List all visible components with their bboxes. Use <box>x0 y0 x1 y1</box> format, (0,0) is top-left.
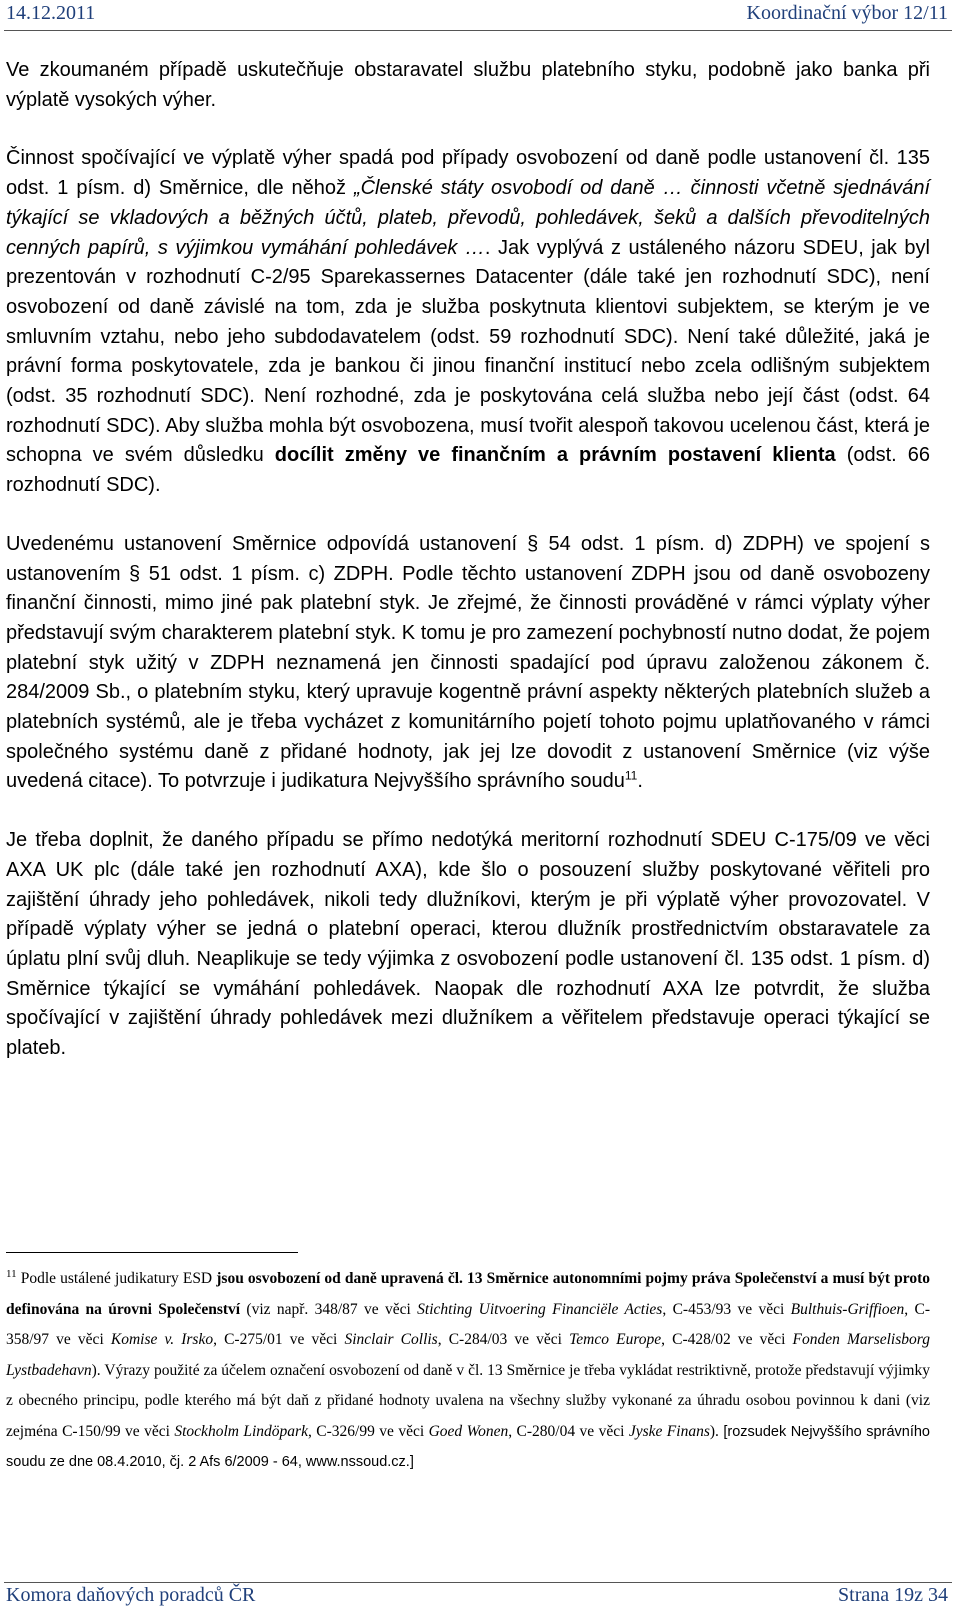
footnote-text: , C-284/03 ve věci <box>437 1331 570 1348</box>
footnote-marker[interactable]: 11 <box>624 768 638 783</box>
page-header <box>6 2 948 25</box>
case-name: Goed Wonen <box>428 1422 509 1440</box>
footnote-text: ). <box>709 1422 724 1440</box>
court-reference: [rozsudek Nejvyššího správního soudu ze dne 08.4.2010, čj. 2 Afs 6/2009 - 64, www.nssoud.cz.] <box>6 1423 930 1470</box>
paragraph-2-body: . Jak vyplývá z ustáleného názoru SDEU, jak byl prezentován v rozhodnutí C-2/95 Sparekassernes Datacenter (dále také jen rozhodnutí SDC), není osvobození od daně závislé na tom, zda je služba poskytnuta klientovi subjektem, se kterým je ve smluvním vztahu, nebo jeho subdodavatelem (odst. 59 rozhodnutí SDC). Není také důležité, jaká je právní forma poskytovatele, zda je bankou či jinou finanční institucí nebo zcela odlišným subjektem (odst. 35 rozhodnutí SDC). Není rozhodné, zda je poskytována celá služba nebo její část (odst. 64 rozhodnutí SDC). Aby služba mohla být osvobozena, musí tvořit alespoň takovou ucelenou část, která je schopna ve svém důsledku <box>6 236 930 467</box>
paragraph-1: Ve zkoumaném případě uskutečňuje obstaravatel službu platebního styku, podobně jako banka při výplatě vysokých výher. <box>6 59 930 111</box>
footnote-text: , C-280/04 ve věci <box>508 1422 629 1440</box>
case-name: Stichting Uitvoering Financiële Acties <box>417 1300 663 1318</box>
paragraph-3-body: Uvedenému ustanovení Směrnice odpovídá ustanovení § 54 odst. 1 písm. d) ZDPH) ve spojení s ustanovením § 51 odst. 1 písm. c) ZDPH. Podle těchto ustanovení ZDPH jsou od daně osvobozeny finanční činnosti, mimo jiné pak platební styk. Je zřejmé, že činnosti prováděné v rámci výplaty výher představují svým charakterem platební styk. K tomu je pro zamezení pochybností nutno dodat, že pojem platební styk užitý v ZDPH neznamená jen činnosti spadající pod úpravu založenou zákonem č. 284/2009 Sb., o platebním styku, který upravuje kogentně právní aspekty některých platebních služeb a platebních systémů, ale je třeba vycházet z komunitárního pojetí tohoto pojmu uplatňovaného v rámci společného systému daně z přidané hodnoty, jak jej lze dovodit z ustanovení Směrnice (viz výše uvedená citace). To potvrzuje i judikatura Nejvyššího správního soudu <box>6 532 930 793</box>
footnote <box>6 1264 930 1478</box>
page-footer <box>6 1584 948 1607</box>
footnote-text: , C-275/01 ve věci <box>213 1331 345 1348</box>
footnote-text: , C-453/93 ve věci <box>662 1300 791 1318</box>
paragraph-2-intro: Činnost spočívající ve výplatě výher spadá pod případy osvobození od daně podle ustanovení čl. 135 odst. 1 písm. d) Směrnice, dle něhož <box>6 147 930 200</box>
header-date: 14.12.2011 <box>6 2 96 24</box>
paragraph-3 <box>6 530 930 797</box>
footer-organization: Komora daňových poradců ČR <box>6 1584 256 1606</box>
footnote-text: , C-428/02 ve věci <box>661 1331 793 1348</box>
footer-divider <box>4 1582 952 1583</box>
footnote-text: (viz např. 348/87 ve věci <box>240 1300 418 1318</box>
main-text <box>6 56 930 1064</box>
footnote-text: , C-326/99 ve věci <box>307 1422 429 1440</box>
case-name: Komise v. Irsko <box>110 1331 214 1348</box>
paragraph-2-emphasis: docílit změny ve finančním a právním postavení klienta <box>274 444 836 467</box>
case-name: Jyske Finans <box>628 1422 710 1440</box>
case-name: Fonden Marselisborg Lystbadehavn <box>6 1331 930 1379</box>
directive-quote: „Členské státy osvobodí od daně … činnosti včetně sjednávání týkající se vkladových a běžných účtů, plateb, převodů, pohledávek, šeků a dalších převoditelných cenných papírů, s výjimkou vymáhání pohledávek … <box>6 177 930 259</box>
header-divider <box>4 30 952 31</box>
paragraph-2 <box>6 144 930 500</box>
header-title: Koordinační výbor 12/11 <box>746 2 948 24</box>
case-name: Sinclair Collis <box>344 1331 438 1348</box>
footnote-emphasis: jsou osvobození od daně upravená čl. 13 Směrnice autonomními pojmy práva Společenství a musí být proto definována na úrovni Společenství <box>6 1270 930 1318</box>
paragraph-3-end: . <box>637 770 643 793</box>
footnote-text: ). Výrazy použité za účelem označení osvobození od daně v čl. 13 Směrnice je třeba vykládat restriktivně, protože představují výjimky z obecného principu, podle kterého má být daň z přidané hodnoty uvalena na všechny služby vykonané za úhradu osobou povinnou k dani (viz zejména C-150/99 ve věci <box>6 1361 930 1440</box>
footnote-text: Podle ustálené judikatury ESD <box>16 1270 217 1287</box>
paragraph-4: Je třeba doplnit, že daného případu se přímo nedotýká meritorní rozhodnutí SDEU C-175/09 ve věci AXA UK plc (dále také jen rozhodnutí AXA), kde šlo o posouzení služby poskytované věřiteli pro zajištění úhrady jeho pohledávek, nikoli tedy dlužníkovi, kterým je při výplatě výher provozovatel. V případě výplaty výher se jedná o platební operaci, kterou dlužník prostřednictvím obstaravatele za úplatu plní svůj dluh. Neaplikuje se tedy výjimka z osvobození podle ustanovení čl. 135 odst. 1 písm. d) Směrnice týkající se vymáhání pohledávek. Naopak dle rozhodnutí AXA lze potvrdit, že služba spočívající v zajištění úhrady pohledávek mezi dlužníkem a věřitelem představuje operaci týkající se plateb. <box>6 829 930 1060</box>
case-name: Bulthuis-Griffioen <box>790 1300 905 1318</box>
case-name: Temco Europe <box>569 1331 662 1348</box>
case-name: Stockholm Lindöpark <box>174 1422 308 1440</box>
footnote-text: , C-358/97 ve věci <box>6 1300 931 1348</box>
footer-page-number: Strana 19z 34 <box>838 1584 948 1606</box>
footnote-number: 11 <box>6 1267 17 1280</box>
paragraph-2-end: (odst. 66 rozhodnutí SDC). <box>6 444 931 497</box>
footnote-separator <box>6 1252 298 1253</box>
